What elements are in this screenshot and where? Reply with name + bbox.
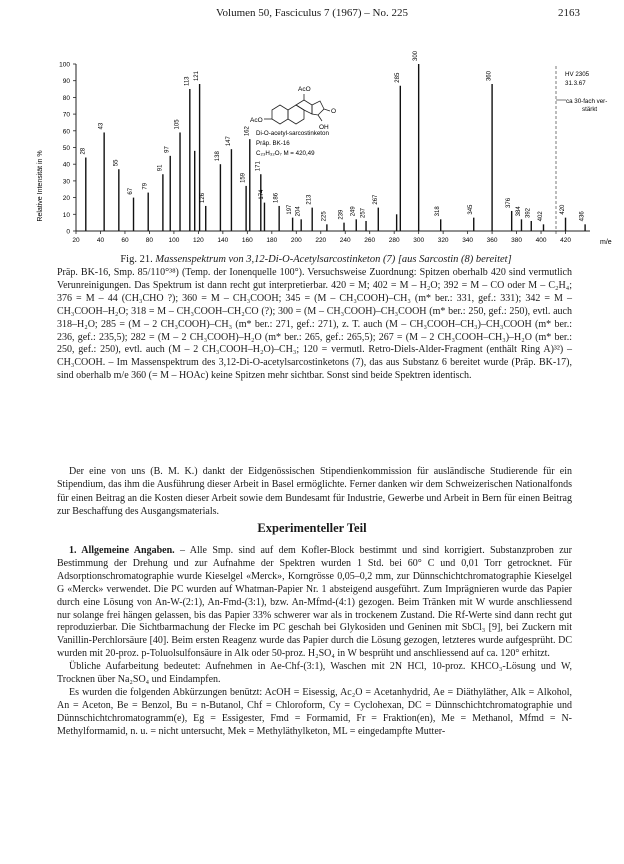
peak-label: 225 xyxy=(321,211,328,222)
x-tick-label: 140 xyxy=(217,237,229,244)
y-tick-label: 90 xyxy=(62,78,70,86)
structure-oh: OH xyxy=(319,124,329,131)
chart-ticks xyxy=(59,62,571,245)
x-tick-label: 220 xyxy=(315,237,327,244)
x-tick-label: 340 xyxy=(462,237,474,244)
y-tick-label: 30 xyxy=(62,178,70,186)
y-tick-label: 0 xyxy=(66,228,70,236)
experimental-text-1: – Alle Smp. sind auf dem Kofler-Block bestimmt und sind korrigiert. Substanzproben zur Bestimmung der Drehung und zur Aufnahme der Spektren wurden 1 Std. bei 60° C und 0,01 Torr getrocknet. Für Adsorptionschromatographie wurde Kieselgel «Merck», Korngrösse 0,05–0,2 mm, zur Dünnschichtchromatographie Kieselgel G «Merck» verwendet. Die PC wurden auf Whatman-Papier Nr. 1 absteigend ausgeführt. Zum Imprägnieren wurde das Papier durch eine Lösung von An-W-(2:1), An-Fmd-(3:1), bzw. An-Mfmd-(4:1) gezogen. Beim Tränken mit W wurde anschliessend nur solange frei hängen gelassen, bis das Papier 33% schwerer war als in trockenem Zustand. Die Rf-Werte sind dann recht gut reproduzierbar. Die Sichtbarmachung der Flecke im PC geschah bei Glykosiden und Geninen mit SbCl₃ [9], bei Zuckern mit Vanillin-Perchlorsäure [40]. Beim ersten Reagenz wurde das Papier durch die Lösung gezogen, letzteres wurde aufgesprüht. DC wurden mit 20-proz. p-Toluolsulfonsäure in Alk oder 50-proz. H₂SO₄ in W besprüht und anschliessend auf ca. 120° erhitzt. xyxy=(57,545,573,660)
compound-name: Di-O-acetyl-sarcostinketon xyxy=(256,130,329,137)
peak-label: 159 xyxy=(240,172,247,183)
x-tick-label: 100 xyxy=(168,237,180,244)
peak-label: 197 xyxy=(287,204,294,215)
structure-aco-left: AcO xyxy=(250,117,263,124)
experimental-heading: 1. Allgemeine Angaben. xyxy=(69,545,175,556)
x-tick-label: 380 xyxy=(511,237,523,244)
x-tick-label: 180 xyxy=(266,237,278,244)
x-tick-label: 60 xyxy=(121,237,129,244)
peak-label: 402 xyxy=(537,211,544,222)
molecule-structure xyxy=(264,94,330,124)
peak-label: 43 xyxy=(98,122,105,130)
peak-label: 121 xyxy=(194,71,201,82)
caption-paragraph xyxy=(57,267,572,383)
acknowledgement-block xyxy=(57,465,572,519)
x-tick-label: 280 xyxy=(388,237,400,244)
x-axis-unit: m/e xyxy=(600,239,612,246)
y-tick-label: 100 xyxy=(59,61,70,69)
peak-label: 171 xyxy=(255,161,262,172)
x-tick-label: 420 xyxy=(560,237,571,244)
peak-label: 360 xyxy=(486,71,493,82)
x-tick-label: 240 xyxy=(339,237,351,244)
x-tick-label: 40 xyxy=(96,237,105,244)
hv-date: 31.3.67 xyxy=(565,80,586,87)
journal-citation: Volumen 50, Fasciculus 7 (1967) – No. 225 xyxy=(216,7,408,19)
peak-label: 420 xyxy=(560,204,567,215)
x-tick-label: 260 xyxy=(364,237,376,244)
peak-label: 384 xyxy=(515,206,522,217)
peak-label: 436 xyxy=(579,211,586,222)
experimental-paragraph-1 xyxy=(57,545,572,661)
x-tick-label: 360 xyxy=(486,237,498,244)
peak-label: 186 xyxy=(273,192,280,203)
mass-spectrum-chart xyxy=(34,50,620,250)
chart-peak-labels xyxy=(80,50,585,221)
y-tick-label: 80 xyxy=(62,94,70,102)
figure-caption xyxy=(66,254,566,265)
running-header xyxy=(0,7,624,21)
peak-label: 97 xyxy=(164,146,171,153)
acknowledgement-paragraph: Der eine von uns (B. M. K.) dankt der Eidgenössischen Stipendienkommission für ausländische Studierende für ein Stipendium, das ihm die Ausführung dieser Arbeit in Basel ermöglichte. Ferner danken wir dem Schweizerischen Nationalfonds für einen Beitrag an die Kosten dieser Arbeit sowie dem Bundesamt für Industrie, Gewerbe und Arbeit in Bern für einen Beitrag zur Beschaffung des Ausgangsmaterials. xyxy=(57,466,572,518)
peak-label: 257 xyxy=(360,207,367,218)
chart-axes xyxy=(76,64,590,231)
experimental-paragraph-3: Es wurden die folgenden Abkürzungen benützt: AcOH = Eisessig, Ac₂O = Acetanhydrid, Ae = Diäthyläther, Alk = Alkohol, An = Aceton, Be = Benzol, Bu = n-Butanol, Chf = Chloroform, Cy = Cyclohexan, DC = Dünnschichtchromatographie und Dünnschichtchromatogramm(e), Eg = Essigester, Fmd = Formamid, Fr = Fraktion(en), Me = Methanol, Mfmd = N-Methylformamid, n. u. = nicht untersucht, Mek = Methyläthylketon, ML = eingedampfte Mutter- xyxy=(57,686,572,737)
peak-label: 105 xyxy=(174,119,181,130)
peak-label: 113 xyxy=(184,76,191,87)
structure-o: O xyxy=(331,108,337,115)
peak-label: 67 xyxy=(128,187,135,195)
x-tick-label: 300 xyxy=(413,237,425,244)
magnification-note-2: stärkt xyxy=(582,106,598,113)
peak-label: 267 xyxy=(372,194,379,205)
magnification-note-1: ca 30-fach ver- xyxy=(566,98,608,105)
peak-label: 91 xyxy=(157,164,164,172)
peak-label: 376 xyxy=(506,197,513,208)
peak-label: 300 xyxy=(413,50,420,61)
x-tick-label: 200 xyxy=(290,237,302,244)
caption-body: Präp. BK-16, Smp. 85/110°³⁸) (Temp. der Ionenquelle 100°). Versuchsweise Zuordnung: Spitzen oberhalb 420 sind vermutlich Verunreinigungen. Das Spektrum ist dann recht gut interpretierbar. 420 = M; 402 = M – H₂O; 392 = M – CO oder M – C₂H₄; 376 = M – 44 (CH₃CHO ?); 360 = M – CH₃COOH; 345 = (M – CH₃COOH)–CH₃ (m* ber.: 331, gef.: 331); 342 = M – CH₃COOH–H₂O; 318 = M – CH₃COOH–CH₂CO (?); 300 = (M – CH₃COOH)–CH₃COOH (m* ber.: 250, gef.: 250), evtl. auch 318–H₂O; 285 = (M – 2 CH₃COOH)–CH₃ (m* ber.: 271, gef.: 271), z. T. auch (M – CH₃COOH–CH₃)–CH₃COOH (m* ber.: 236, gef.: 235,5); 282 = (M – 2 CH₃COOH)–H₂O (m* ber.: 265, gef.: 265,5); 267 = (M – 2 CH₃COOH–CH₃)–H₂O (m* ber.: 250, gef.: 250), evtl. auch (M – 2 CH₃COOH–H₂O)–CH₃; 120 = vermutl. Retro-Diels-Alder-Fragment (enthält Ring A)³²) –CH₃COOH. – Im Massenspektrum des 3,12-Di-O-acetylsarcostinketons (7), das aus Substanz 6 bereitet wurde (Präp. BK-17), sind oberhalb m/e 360 (= M – HOAc) keine Spitzen mehr sichtbar. Sonst sind beide Spektren identisch. xyxy=(57,267,572,382)
peak-label: 147 xyxy=(225,136,232,147)
peak-label: 318 xyxy=(435,206,442,217)
compound-formula: C₂₃H₃₂O₇ M = 420,49 xyxy=(256,150,315,157)
y-tick-label: 20 xyxy=(62,195,70,203)
peak-label: 55 xyxy=(113,159,120,167)
peak-label: 162 xyxy=(244,126,251,137)
caption-label: Fig. 21. xyxy=(120,254,156,265)
y-axis-label: Relative Intensität in % xyxy=(37,150,44,222)
experimental-block xyxy=(57,545,572,739)
structure-aco-top: AcO xyxy=(298,86,311,93)
peak-label: 213 xyxy=(306,194,313,205)
peak-label: 285 xyxy=(394,72,401,83)
y-tick-label: 60 xyxy=(62,128,70,136)
peak-label: 345 xyxy=(468,204,475,215)
peak-label: 174 xyxy=(258,189,265,200)
x-tick-label: 120 xyxy=(192,237,204,244)
x-tick-label: 20 xyxy=(72,237,80,244)
x-tick-label: 320 xyxy=(437,237,449,244)
peak-label: 28 xyxy=(80,147,87,155)
section-title: Experimenteller Teil xyxy=(257,521,367,535)
peak-label: 392 xyxy=(525,207,532,218)
caption-title: Massenspektrum von 3,12-Di-O-Acetylsarcostinketon (7) [aus Sarcostin (8) bereitet] xyxy=(155,254,512,265)
hv-number: HV 2305 xyxy=(565,71,590,78)
page-number: 2163 xyxy=(558,7,580,19)
peak-label: 249 xyxy=(350,206,357,217)
y-tick-label: 50 xyxy=(62,145,70,152)
experimental-paragraph-2: Übliche Aufarbeitung bedeutet: Aufnehmen in Ae-Chf-(3:1), Waschen mit 2N HCl, 10-proz. KHCO₃-Lösung und W, Trocknen über Na₂SO₄ und Eindampfen. xyxy=(57,661,572,686)
peak-label: 126 xyxy=(200,192,207,203)
x-tick-label: 400 xyxy=(535,237,547,244)
peak-label: 239 xyxy=(338,209,345,220)
peak-label: 138 xyxy=(214,151,221,162)
x-tick-label: 80 xyxy=(145,237,154,244)
y-tick-label: 40 xyxy=(62,161,70,169)
y-tick-label: 10 xyxy=(62,211,70,219)
x-tick-label: 160 xyxy=(241,237,253,244)
y-tick-label: 70 xyxy=(62,111,70,119)
peak-label: 204 xyxy=(295,206,302,217)
compound-prep: Präp. BK-16 xyxy=(256,140,290,147)
peak-label: 79 xyxy=(142,182,149,190)
